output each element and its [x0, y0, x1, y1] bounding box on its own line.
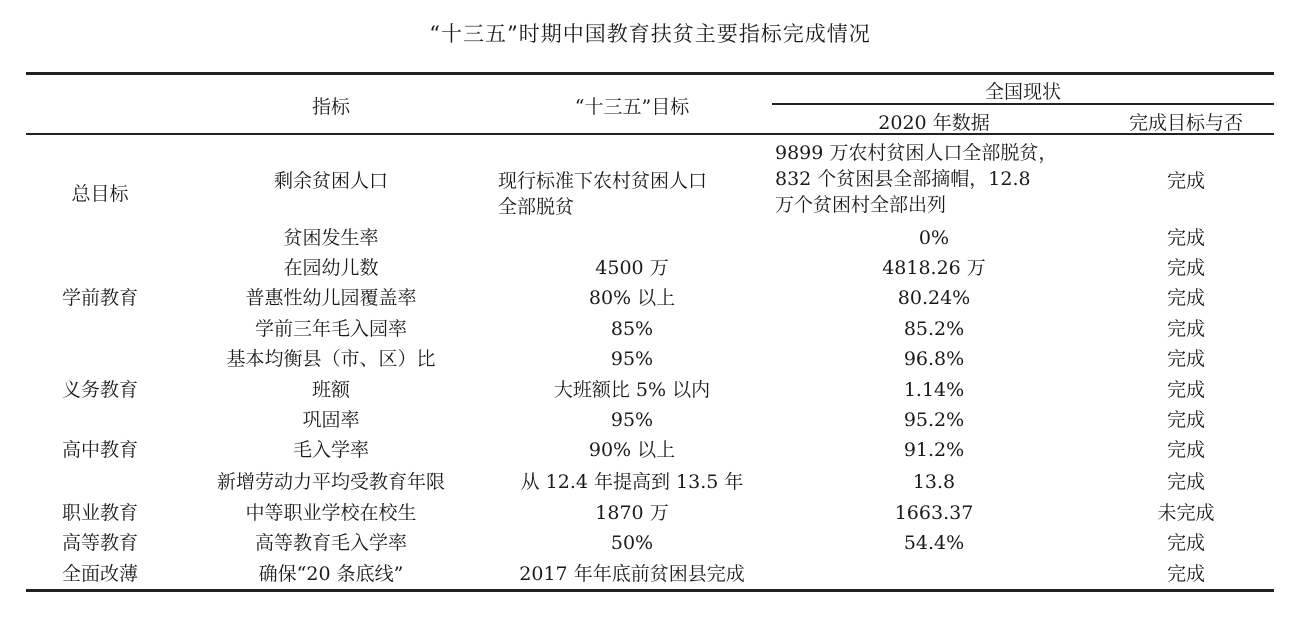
- row-target: 85%: [610, 318, 654, 340]
- row-indicator: 基本均衡县（市、区）比: [226, 348, 436, 370]
- row-value: 91.2%: [903, 439, 965, 461]
- row-category: 学前教育: [61, 287, 139, 309]
- row-status: 完成: [1166, 348, 1206, 370]
- row-status: 完成: [1166, 439, 1206, 461]
- row-target: 95%: [610, 348, 654, 370]
- row-value: 95.2%: [903, 409, 965, 431]
- row-category: 总目标: [71, 183, 129, 205]
- row-target: 1870 万: [595, 502, 669, 524]
- header-indicator: 指标: [311, 96, 351, 118]
- row-value: 85.2%: [903, 318, 965, 340]
- row-value: 54.4%: [903, 532, 965, 554]
- row-target: 大班额比 5% 以内: [553, 379, 711, 401]
- table-top-rule: [26, 72, 1274, 75]
- header-data-2020: 2020 年数据: [878, 112, 990, 134]
- row-value: 13.8: [912, 471, 956, 493]
- row-indicator: 高等教育毛入学率: [254, 532, 408, 554]
- table-title: “十三五”时期中国教育扶贫主要指标完成情况: [429, 22, 871, 46]
- row-target: 90% 以上: [588, 439, 676, 461]
- row-indicator: 剩余贫困人口: [273, 170, 389, 192]
- row-category: 高中教育: [61, 439, 139, 461]
- row-indicator: 班额: [311, 379, 351, 401]
- header-bottom-rule: [26, 133, 1274, 135]
- row-value: 80.24%: [897, 287, 971, 309]
- row-indicator: 巩固率: [302, 409, 360, 431]
- row-indicator: 贫困发生率: [283, 227, 379, 249]
- row-target: [498, 168, 707, 220]
- row-status: 完成: [1166, 318, 1206, 340]
- row-target: 95%: [610, 409, 654, 431]
- row-value-line: 9899 万农村贫困人口全部脱贫，: [775, 142, 1058, 164]
- table-bottom-rule: [26, 589, 1274, 592]
- row-status: 完成: [1166, 287, 1206, 309]
- row-target: 从 12.4 年提高到 13.5 年: [520, 471, 744, 493]
- row-status: 完成: [1166, 471, 1206, 493]
- row-category: 全面改薄: [61, 563, 139, 585]
- row-indicator: 中等职业学校在校生: [245, 502, 417, 524]
- row-target: 50%: [610, 532, 654, 554]
- row-category: 高等教育: [61, 532, 139, 554]
- row-value: 1663.37: [894, 502, 974, 524]
- row-indicator: 在园幼儿数: [283, 257, 379, 279]
- row-category: 职业教育: [61, 502, 139, 524]
- row-target-line: 全部脱贫: [498, 196, 575, 218]
- row-indicator: 新增劳动力平均受教育年限: [216, 471, 446, 493]
- row-status: 完成: [1166, 409, 1206, 431]
- row-status: 完成: [1166, 563, 1206, 585]
- row-target: 2017 年年底前贫困县完成: [519, 563, 745, 585]
- row-value: [775, 140, 1057, 218]
- row-value: 0%: [918, 227, 950, 249]
- row-target: 4500 万: [595, 257, 669, 279]
- row-value: 96.8%: [903, 348, 965, 370]
- row-target-line: 现行标准下农村贫困人口: [498, 170, 708, 192]
- row-status: 完成: [1166, 170, 1206, 192]
- row-status: 完成: [1166, 379, 1206, 401]
- row-indicator: 学前三年毛入园率: [254, 318, 408, 340]
- row-value: 4818.26 万: [882, 257, 986, 279]
- row-status: 未完成: [1157, 502, 1215, 524]
- row-value: 1.14%: [903, 379, 965, 401]
- header-status-group: 全国现状: [984, 81, 1062, 103]
- row-category: 义务教育: [61, 379, 139, 401]
- row-value-line: 832 个贫困县全部摘帽，12.8: [775, 168, 1031, 190]
- row-status: 完成: [1166, 257, 1206, 279]
- header-target: “十三五”目标: [574, 96, 690, 118]
- row-target: 80% 以上: [588, 287, 676, 309]
- row-status: 完成: [1166, 532, 1206, 554]
- header-achieved: 完成目标与否: [1128, 112, 1244, 134]
- row-value-line: 万个贫困村全部出列: [775, 194, 947, 216]
- row-indicator: 普惠性幼儿园覆盖率: [245, 287, 417, 309]
- row-indicator: 毛入学率: [292, 439, 370, 461]
- row-status: 完成: [1166, 227, 1206, 249]
- row-indicator: 确保“20 条底线”: [258, 563, 404, 585]
